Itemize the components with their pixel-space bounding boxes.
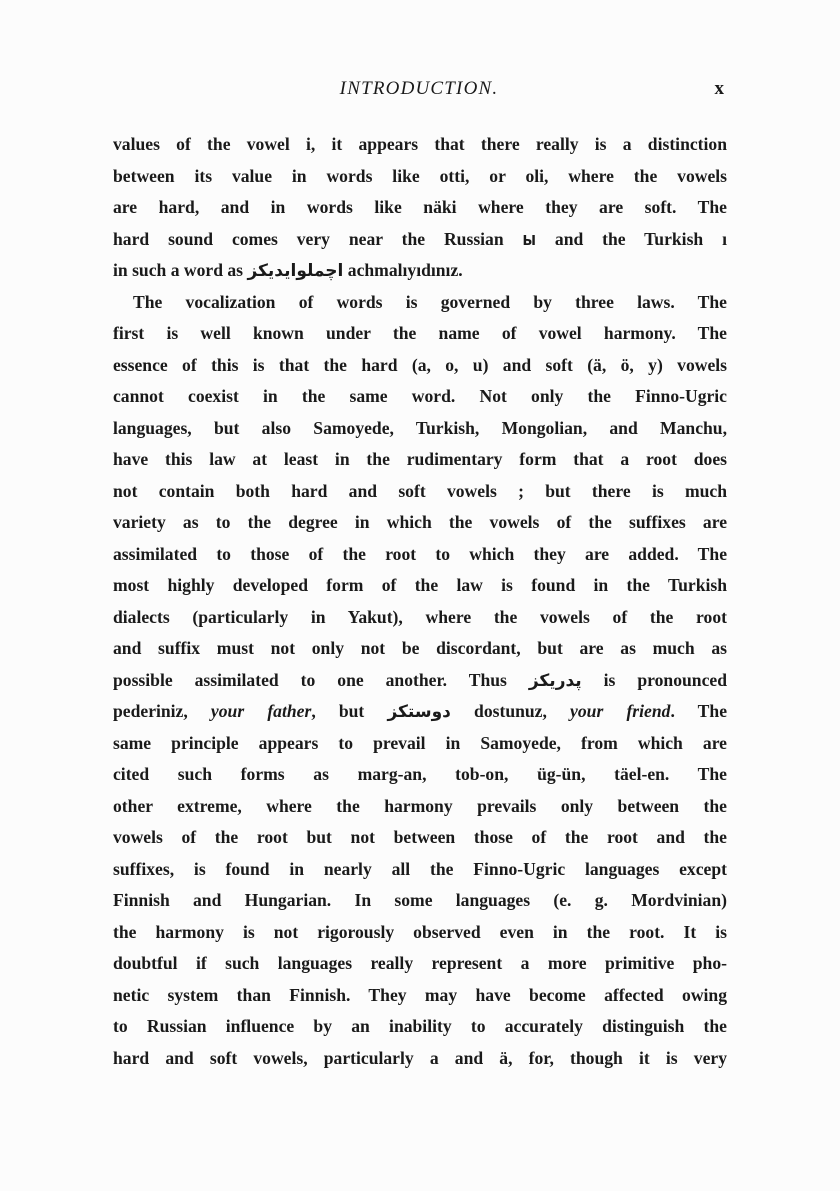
text-run: are hard, and in words like näki where they are soft. The	[113, 197, 727, 217]
text-line	[113, 822, 727, 854]
running-header	[112, 78, 726, 108]
arabic-script-word: اچملوايديكز	[247, 261, 344, 281]
text-run: in such a word as	[113, 260, 248, 280]
text-run: have this law at least in the rudimentary form that a root does	[113, 449, 727, 469]
body-text	[113, 129, 727, 1074]
text-run: most highly developed form of the law is found in the Turkish	[113, 575, 727, 595]
text-run: same principle appears to prevail in Samoyede, from which are	[113, 732, 727, 753]
text-line	[113, 570, 727, 602]
arabic-script-word: دوستكز	[387, 702, 451, 722]
text-run: . The	[670, 701, 728, 721]
text-run: pederiniz,	[113, 701, 211, 721]
italic-gloss: your friend	[570, 701, 671, 721]
text-line	[113, 129, 727, 161]
text-line	[113, 854, 727, 886]
text-run: hard and soft vowels, particularly a and ä, for, though it is very	[113, 1047, 727, 1068]
text-run: variety as to the degree in which the vowels of the suffixes are	[113, 512, 727, 532]
text-run: hard sound comes very near the Russian	[113, 228, 523, 249]
text-run: dostunuz,	[450, 701, 571, 721]
text-line	[113, 381, 727, 413]
text-line	[113, 948, 727, 980]
text-line	[113, 287, 727, 319]
cyrillic-letter: Ы	[522, 233, 537, 249]
text-run: to Russian influence by an inability to accurately distinguish the	[113, 1016, 727, 1036]
text-run: achmalıyıdınız.	[343, 260, 463, 280]
text-run: other extreme, where the harmony prevails only between the	[113, 795, 727, 816]
text-line	[113, 759, 727, 791]
italic-gloss: your father	[210, 701, 312, 721]
text-line	[113, 192, 727, 224]
text-run: cannot coexist in the same word. Not only the Finno-Ugric	[113, 386, 727, 406]
text-run: and the Turkish ı	[536, 228, 727, 249]
text-run: dialects (particularly in Yakut), where the vowels of the root	[113, 606, 727, 627]
text-run: not contain both hard and soft vowels ; but there is much	[113, 480, 727, 501]
text-run: first is well known under the name of vowel harmony. The	[113, 323, 727, 343]
text-line	[113, 507, 727, 539]
text-line	[113, 350, 727, 382]
text-run: values of the vowel i, it appears that there really is a distinction	[113, 134, 727, 154]
text-run: The vocalization of words is governed by three laws. The	[133, 291, 727, 312]
page-number: x	[714, 78, 724, 99]
arabic-script-word: پدريكز	[528, 670, 582, 691]
text-line	[113, 791, 727, 823]
text-line	[113, 539, 727, 571]
text-run: languages, but also Samoyede, Turkish, Mongolian, and Manchu,	[113, 417, 727, 438]
text-run: essence of this is that the hard (a, o, u) and soft (ä, ö, y) vowels	[113, 354, 727, 375]
text-line	[113, 476, 727, 508]
text-run: doubtful if such languages really represent a more primitive pho-	[113, 953, 727, 973]
text-run: assimilated to those of the root to which they are added. The	[113, 543, 727, 564]
text-line	[113, 665, 727, 697]
text-line	[113, 413, 727, 445]
running-title: INTRODUCTION.	[339, 78, 499, 99]
text-run: possible assimilated to one another. Thus	[113, 669, 529, 690]
text-line	[113, 885, 727, 917]
text-line	[113, 917, 727, 949]
text-line	[113, 1011, 727, 1043]
text-line	[113, 633, 727, 665]
text-run: cited such forms as marg-an, tob-on, üg-ün, täel-en. The	[113, 764, 727, 784]
text-line	[113, 602, 727, 634]
text-run: suffixes, is found in nearly all the Finno-Ugric languages except	[113, 858, 727, 879]
text-run: is pronounced	[581, 669, 727, 690]
text-run: the harmony is not rigorously observed even in the root. It is	[113, 921, 727, 942]
text-run: vowels of the root but not between those of the root and the	[113, 827, 727, 847]
text-run: Finnish and Hungarian. In some languages (e. g. Mordvinian)	[113, 890, 727, 910]
text-line	[113, 224, 727, 256]
text-run: and suffix must not only not be discordant, but are as much as	[113, 638, 727, 658]
text-line	[113, 444, 727, 476]
text-line	[113, 161, 727, 193]
text-line	[113, 728, 727, 760]
text-run: between its value in words like otti, or oli, where the vowels	[113, 165, 727, 186]
text-run: netic system than Finnish. They may have become affected owing	[113, 984, 727, 1005]
text-line	[113, 696, 727, 728]
text-line	[113, 255, 727, 287]
text-line	[113, 318, 727, 350]
text-line	[113, 980, 727, 1012]
text-line	[113, 1043, 727, 1075]
text-run: , but	[311, 701, 388, 721]
